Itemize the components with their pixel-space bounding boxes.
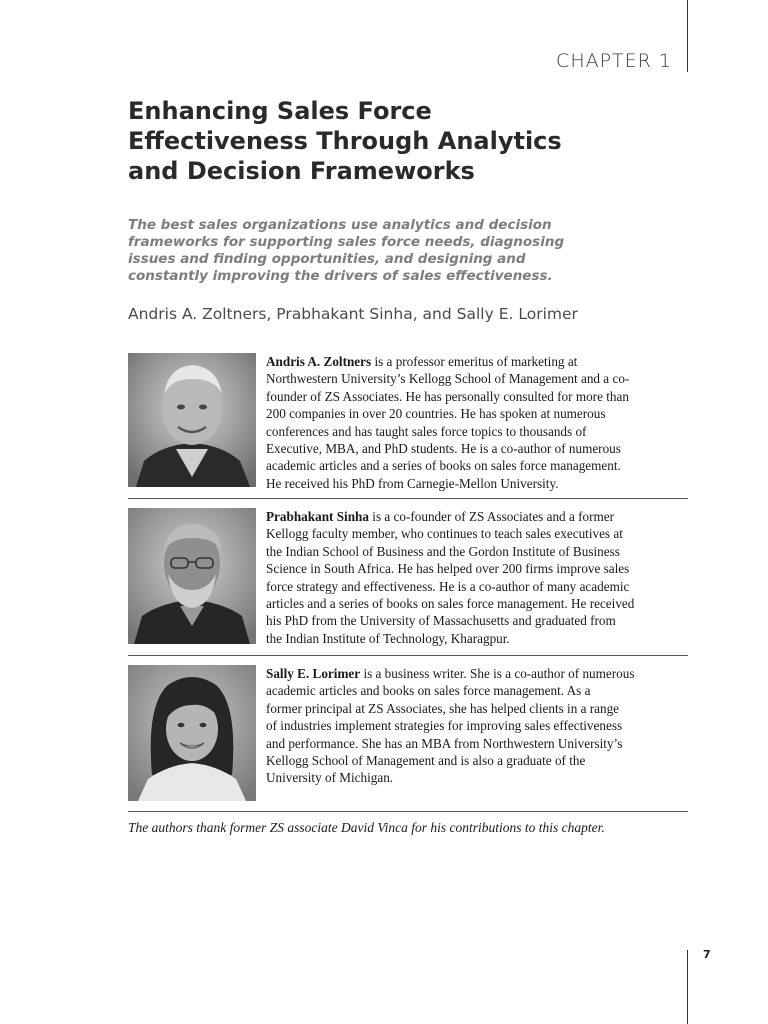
bio-text xyxy=(266,508,690,647)
subtitle-line: frameworks for supporting sales force needs, diagnosing xyxy=(128,234,565,250)
bio-line: Kellogg faculty member, who continues to teach sales executives at xyxy=(266,526,623,542)
bio-line: articles and a series of books on sales force management. He received xyxy=(266,596,635,612)
bio-line: 200 companies in over 20 countries. He has spoken at numerous xyxy=(266,406,606,422)
bio-line: is a professor emeritus of marketing at xyxy=(371,354,578,369)
bio-text xyxy=(266,665,690,787)
bio-line: Science in South Africa. He has helped over 200 firms improve sales xyxy=(266,561,630,577)
bio-name: Sally E. Lorimer xyxy=(266,666,361,681)
subtitle-line: The best sales organizations use analytics and decision xyxy=(128,217,552,233)
bio-line: is a business writer. She is a co-author of numerous xyxy=(360,666,635,681)
chapter-label: CHAPTER 1 xyxy=(556,50,672,72)
author-photo-sinha xyxy=(128,508,256,644)
margin-rule-top xyxy=(687,0,688,72)
bio-name: Prabhakant Sinha xyxy=(266,509,369,524)
bio-name: Andris A. Zoltners xyxy=(266,354,372,369)
chapter-title xyxy=(128,96,648,186)
subtitle-line: constantly improving the drivers of sales effectiveness. xyxy=(128,268,553,284)
acknowledgment: The authors thank former ZS associate David Vinca for his contributions to this chapter. xyxy=(128,820,605,835)
bio-line: of industries implement strategies for improving sales effectiveness xyxy=(266,718,623,734)
title-line: and Decision Frameworks xyxy=(128,157,475,185)
author-bio-sinha xyxy=(128,508,688,644)
bio-line: his PhD from the University of Massachusetts and graduated from xyxy=(266,613,616,629)
bio-line: the Indian Institute of Technology, Kharagpur. xyxy=(266,630,510,646)
bio-line: academic articles and a series of books on sales force management. xyxy=(266,458,621,474)
author-bio-lorimer xyxy=(128,665,688,801)
bio-line: conferences and has taught sales force topics to thousands of xyxy=(266,423,587,439)
bio-line: force strategy and effectiveness. He is a co-author of many academic xyxy=(266,578,630,594)
bio-line: founder of ZS Associates. He has personally consulted for more than xyxy=(266,388,629,404)
bio-line: Northwestern University’s Kellogg School of Management and a co- xyxy=(266,371,630,387)
bio-line: Executive, MBA, and PhD students. He is a co-author of numerous xyxy=(266,441,621,457)
bio-line: is a co-founder of ZS Associates and a former xyxy=(368,509,614,524)
margin-rule-bottom xyxy=(687,950,688,1024)
bio-line: academic articles and books on sales force management. As a xyxy=(266,683,591,699)
divider xyxy=(128,498,688,499)
chapter-subtitle xyxy=(128,217,608,285)
bio-text xyxy=(266,353,690,492)
bio-line: Kellogg School of Management and is also a graduate of the xyxy=(266,753,586,769)
title-line: Enhancing Sales Force xyxy=(128,97,432,125)
bio-line: and performance. She has an MBA from Northwestern University’s xyxy=(266,735,623,751)
bio-line: former principal at ZS Associates, she has helped clients in a range xyxy=(266,700,620,716)
page-number: 7 xyxy=(703,948,711,961)
author-bio-zoltners xyxy=(128,353,688,491)
author-photo-zoltners xyxy=(128,353,256,487)
divider xyxy=(128,655,688,656)
bio-line: He received his PhD from Carnegie-Mellon University. xyxy=(266,475,559,491)
bio-line: University of Michigan. xyxy=(266,770,394,786)
bio-line: the Indian School of Business and the Gordon Institute of Business xyxy=(266,543,620,559)
author-photo-lorimer xyxy=(128,665,256,801)
subtitle-line: issues and finding opportunities, and designing and xyxy=(128,251,526,267)
title-line: Effectiveness Through Analytics xyxy=(128,127,562,155)
divider xyxy=(128,811,688,812)
author-list: Andris A. Zoltners, Prabhakant Sinha, and Sally E. Lorimer xyxy=(128,305,578,323)
